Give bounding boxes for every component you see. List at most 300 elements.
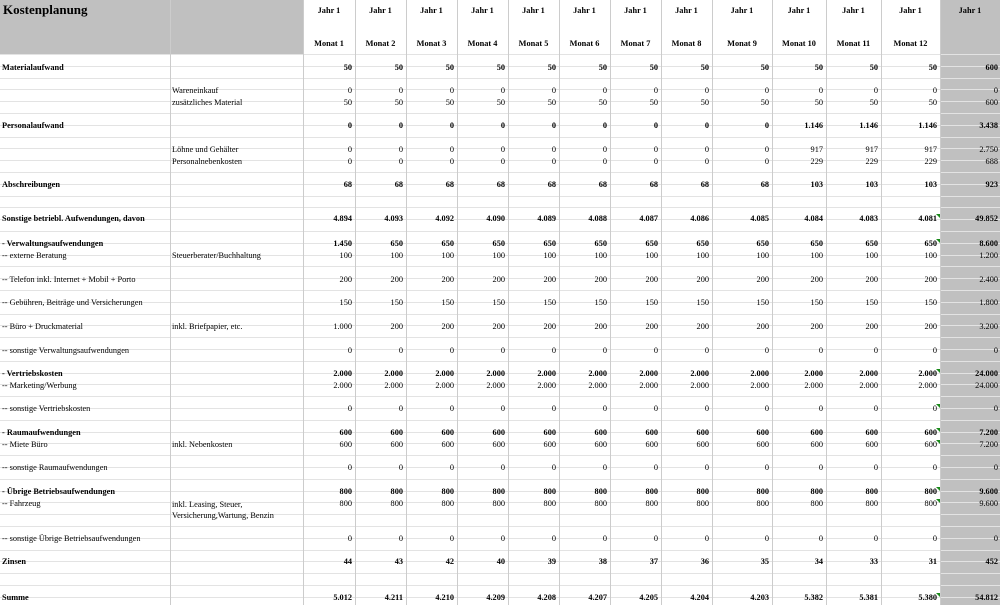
row-note[interactable] <box>172 404 302 416</box>
value-cell[interactable]: 4.203 <box>750 593 769 602</box>
value-cell[interactable]: 600 <box>865 440 878 449</box>
value-cell[interactable]: 4.088 <box>588 214 607 223</box>
total-cell[interactable]: 3.200 <box>979 322 998 331</box>
value-cell[interactable]: 2.000 <box>486 381 505 390</box>
value-cell[interactable]: 200 <box>390 322 403 331</box>
row-label[interactable]: -- Miete Büro <box>2 440 48 449</box>
value-cell[interactable]: 0 <box>653 346 658 355</box>
value-cell[interactable]: 0 <box>932 463 937 472</box>
value-cell[interactable]: 800 <box>645 499 658 508</box>
value-cell[interactable]: 50 <box>649 63 658 72</box>
total-cell[interactable]: 0 <box>993 346 998 355</box>
value-cell[interactable]: 2.000 <box>639 381 658 390</box>
value-cell[interactable]: 100 <box>645 251 658 260</box>
value-cell[interactable]: 917 <box>810 145 823 154</box>
value-cell[interactable]: 39 <box>547 557 556 566</box>
value-cell[interactable]: 0 <box>347 86 352 95</box>
value-cell[interactable]: 1.450 <box>333 239 352 248</box>
value-cell[interactable]: 34 <box>814 557 823 566</box>
row-note[interactable] <box>172 487 302 499</box>
total-cell[interactable]: 600 <box>985 98 998 107</box>
value-cell[interactable]: 50 <box>814 63 823 72</box>
value-cell[interactable]: 600 <box>810 440 823 449</box>
row-label[interactable]: -- Büro + Druckmaterial <box>2 322 83 331</box>
value-cell[interactable]: 0 <box>818 404 823 413</box>
value-cell[interactable]: 200 <box>390 275 403 284</box>
value-cell[interactable]: 4.081 <box>918 214 937 223</box>
value-cell[interactable]: 0 <box>602 404 607 413</box>
row-note[interactable]: Löhne und Gehälter <box>172 145 239 154</box>
value-cell[interactable]: 0 <box>653 145 658 154</box>
value-cell[interactable]: 2.000 <box>588 381 607 390</box>
value-cell[interactable]: 800 <box>810 499 823 508</box>
row-label[interactable]: -- Fahrzeug <box>2 499 41 508</box>
value-cell[interactable]: 800 <box>390 499 403 508</box>
row-label[interactable]: Materialaufwand <box>2 63 64 72</box>
value-cell[interactable]: 0 <box>398 145 403 154</box>
value-cell[interactable]: 50 <box>869 98 878 107</box>
row-note[interactable] <box>172 298 302 310</box>
value-cell[interactable]: 200 <box>924 322 937 331</box>
value-cell[interactable]: 50 <box>496 63 505 72</box>
value-cell[interactable]: 50 <box>649 98 658 107</box>
value-cell[interactable]: 50 <box>700 63 709 72</box>
value-cell[interactable]: 4.089 <box>537 214 556 223</box>
value-cell[interactable]: 50 <box>598 63 607 72</box>
row-note[interactable] <box>172 428 302 440</box>
value-cell[interactable]: 50 <box>869 63 878 72</box>
value-cell[interactable]: 150 <box>543 298 556 307</box>
value-cell[interactable]: 0 <box>398 157 403 166</box>
value-cell[interactable]: 600 <box>390 428 403 437</box>
value-cell[interactable]: 0 <box>873 404 878 413</box>
value-cell[interactable]: 0 <box>500 145 505 154</box>
value-cell[interactable]: 31 <box>928 557 937 566</box>
value-cell[interactable]: 2.000 <box>750 381 769 390</box>
value-cell[interactable]: 100 <box>865 251 878 260</box>
row-label[interactable]: - Raumaufwendungen <box>2 428 81 437</box>
total-cell[interactable]: 0 <box>993 404 998 413</box>
value-cell[interactable]: 200 <box>696 275 709 284</box>
value-cell[interactable]: 50 <box>445 63 454 72</box>
value-cell[interactable]: 150 <box>924 298 937 307</box>
total-cell[interactable]: 1.200 <box>979 251 998 260</box>
row-label[interactable] <box>2 86 170 98</box>
total-cell[interactable]: 3.438 <box>979 121 998 130</box>
total-cell[interactable]: 8.600 <box>979 239 998 248</box>
row-note[interactable] <box>172 63 302 75</box>
value-cell[interactable]: 0 <box>500 121 505 130</box>
value-cell[interactable]: 1.146 <box>918 121 937 130</box>
value-cell[interactable]: 600 <box>756 440 769 449</box>
row-label[interactable]: - Übrige Betriebsaufwendungen <box>2 487 115 496</box>
value-cell[interactable]: 0 <box>704 534 709 543</box>
value-cell[interactable]: 200 <box>810 275 823 284</box>
value-cell[interactable]: 200 <box>645 322 658 331</box>
value-cell[interactable]: 0 <box>704 463 709 472</box>
value-cell[interactable]: 4.205 <box>639 593 658 602</box>
total-cell[interactable]: 49.852 <box>975 214 998 223</box>
value-cell[interactable]: 650 <box>594 239 607 248</box>
value-cell[interactable]: 2.000 <box>690 369 709 378</box>
value-cell[interactable]: 600 <box>645 440 658 449</box>
row-note[interactable]: zusätzliches Material <box>172 98 243 107</box>
value-cell[interactable]: 650 <box>696 239 709 248</box>
row-label[interactable]: Summe <box>2 593 29 602</box>
total-cell[interactable]: 923 <box>985 180 998 189</box>
row-note[interactable] <box>172 239 302 251</box>
value-cell[interactable]: 200 <box>696 322 709 331</box>
value-cell[interactable]: 100 <box>924 251 937 260</box>
value-cell[interactable]: 0 <box>551 346 556 355</box>
value-cell[interactable]: 0 <box>347 346 352 355</box>
value-cell[interactable]: 4.093 <box>384 214 403 223</box>
value-cell[interactable]: 600 <box>441 440 454 449</box>
total-cell[interactable]: 688 <box>985 157 998 166</box>
value-cell[interactable]: 150 <box>756 298 769 307</box>
value-cell[interactable]: 2.000 <box>384 381 403 390</box>
value-cell[interactable]: 800 <box>865 487 878 496</box>
value-cell[interactable]: 200 <box>492 275 505 284</box>
value-cell[interactable]: 4.085 <box>750 214 769 223</box>
value-cell[interactable]: 0 <box>704 157 709 166</box>
value-cell[interactable]: 4.204 <box>690 593 709 602</box>
value-cell[interactable]: 2.000 <box>486 369 505 378</box>
value-cell[interactable]: 4.894 <box>333 214 352 223</box>
value-cell[interactable]: 0 <box>449 534 454 543</box>
value-cell[interactable]: 0 <box>602 157 607 166</box>
value-cell[interactable]: 100 <box>339 251 352 260</box>
value-cell[interactable]: 33 <box>869 557 878 566</box>
row-note[interactable] <box>172 369 302 381</box>
value-cell[interactable]: 103 <box>924 180 937 189</box>
row-note[interactable] <box>172 346 302 358</box>
total-cell[interactable]: 24.000 <box>975 369 998 378</box>
value-cell[interactable]: 600 <box>543 440 556 449</box>
value-cell[interactable]: 2.000 <box>859 369 878 378</box>
value-cell[interactable]: 2.000 <box>690 381 709 390</box>
row-note[interactable]: inkl. Leasing, Steuer, Versicherung,Wartung, Benzin <box>172 500 274 520</box>
total-cell[interactable]: 7.200 <box>979 440 998 449</box>
value-cell[interactable]: 0 <box>347 463 352 472</box>
value-cell[interactable]: 0 <box>551 121 556 130</box>
value-cell[interactable]: 4.090 <box>486 214 505 223</box>
value-cell[interactable]: 0 <box>500 86 505 95</box>
value-cell[interactable]: 800 <box>756 487 769 496</box>
value-cell[interactable]: 0 <box>500 534 505 543</box>
value-cell[interactable]: 800 <box>339 487 352 496</box>
value-cell[interactable]: 0 <box>398 463 403 472</box>
value-cell[interactable]: 200 <box>339 275 352 284</box>
row-label[interactable]: Sonstige betriebl. Aufwendungen, davon <box>2 214 145 223</box>
value-cell[interactable]: 5.012 <box>333 593 352 602</box>
value-cell[interactable]: 229 <box>865 157 878 166</box>
comment-marker-icon[interactable] <box>936 428 940 432</box>
value-cell[interactable]: 68 <box>496 180 505 189</box>
value-cell[interactable]: 800 <box>492 499 505 508</box>
value-cell[interactable]: 5.381 <box>859 593 878 602</box>
value-cell[interactable]: 150 <box>645 298 658 307</box>
value-cell[interactable]: 0 <box>653 404 658 413</box>
row-label[interactable]: -- sonstige Raumaufwendungen <box>2 463 108 472</box>
comment-marker-icon[interactable] <box>936 593 940 597</box>
value-cell[interactable]: 0 <box>653 121 658 130</box>
value-cell[interactable]: 0 <box>653 157 658 166</box>
value-cell[interactable]: 600 <box>696 440 709 449</box>
value-cell[interactable]: 0 <box>764 534 769 543</box>
value-cell[interactable]: 200 <box>865 322 878 331</box>
value-cell[interactable]: 0 <box>449 346 454 355</box>
value-cell[interactable]: 600 <box>645 428 658 437</box>
value-cell[interactable]: 36 <box>700 557 709 566</box>
value-cell[interactable]: 600 <box>492 440 505 449</box>
value-cell[interactable]: 2.000 <box>537 381 556 390</box>
value-cell[interactable]: 800 <box>594 487 607 496</box>
value-cell[interactable]: 0 <box>602 145 607 154</box>
value-cell[interactable]: 4.209 <box>486 593 505 602</box>
value-cell[interactable]: 600 <box>543 428 556 437</box>
total-cell[interactable]: 0 <box>993 86 998 95</box>
value-cell[interactable]: 150 <box>696 298 709 307</box>
value-cell[interactable]: 68 <box>700 180 709 189</box>
value-cell[interactable]: 0 <box>347 121 352 130</box>
row-label[interactable]: -- sonstige Verwaltungsaufwendungen <box>2 346 130 355</box>
value-cell[interactable]: 600 <box>810 428 823 437</box>
value-cell[interactable]: 0 <box>500 463 505 472</box>
value-cell[interactable]: 200 <box>441 275 454 284</box>
row-label[interactable]: -- Gebühren, Beiträge und Versicherungen <box>2 298 143 307</box>
value-cell[interactable]: 0 <box>818 346 823 355</box>
value-cell[interactable]: 200 <box>594 275 607 284</box>
value-cell[interactable]: 2.000 <box>435 381 454 390</box>
value-cell[interactable]: 800 <box>865 499 878 508</box>
value-cell[interactable]: 800 <box>645 487 658 496</box>
row-label[interactable]: -- sonstige Vertriebskosten <box>2 404 91 413</box>
total-cell[interactable]: 0 <box>993 463 998 472</box>
value-cell[interactable]: 0 <box>449 463 454 472</box>
value-cell[interactable]: 800 <box>696 499 709 508</box>
value-cell[interactable]: 4.207 <box>588 593 607 602</box>
value-cell[interactable]: 600 <box>339 440 352 449</box>
row-note[interactable] <box>172 381 302 393</box>
value-cell[interactable]: 68 <box>760 180 769 189</box>
value-cell[interactable]: 1.000 <box>333 322 352 331</box>
value-cell[interactable]: 2.000 <box>333 381 352 390</box>
value-cell[interactable]: 200 <box>492 322 505 331</box>
value-cell[interactable]: 800 <box>390 487 403 496</box>
value-cell[interactable]: 100 <box>492 251 505 260</box>
total-cell[interactable]: 9.600 <box>979 499 998 508</box>
value-cell[interactable]: 600 <box>924 428 937 437</box>
value-cell[interactable]: 0 <box>873 346 878 355</box>
row-label[interactable]: Abschreibungen <box>2 180 60 189</box>
total-cell[interactable]: 2.400 <box>979 275 998 284</box>
value-cell[interactable]: 650 <box>865 239 878 248</box>
value-cell[interactable]: 650 <box>492 239 505 248</box>
value-cell[interactable]: 229 <box>810 157 823 166</box>
value-cell[interactable]: 0 <box>764 121 769 130</box>
value-cell[interactable]: 0 <box>873 463 878 472</box>
value-cell[interactable]: 2.000 <box>750 369 769 378</box>
value-cell[interactable]: 4.210 <box>435 593 454 602</box>
value-cell[interactable]: 50 <box>760 63 769 72</box>
value-cell[interactable]: 0 <box>398 346 403 355</box>
total-cell[interactable]: 2.750 <box>979 145 998 154</box>
total-cell[interactable]: 452 <box>985 557 998 566</box>
comment-marker-icon[interactable] <box>936 239 940 243</box>
value-cell[interactable]: 4.087 <box>639 214 658 223</box>
value-cell[interactable]: 5.382 <box>804 593 823 602</box>
value-cell[interactable]: 200 <box>645 275 658 284</box>
value-cell[interactable]: 0 <box>551 463 556 472</box>
row-note[interactable] <box>172 557 302 569</box>
value-cell[interactable]: 0 <box>398 404 403 413</box>
value-cell[interactable]: 38 <box>598 557 607 566</box>
value-cell[interactable]: 50 <box>928 63 937 72</box>
value-cell[interactable]: 0 <box>818 534 823 543</box>
value-cell[interactable]: 0 <box>764 404 769 413</box>
value-cell[interactable]: 0 <box>704 86 709 95</box>
value-cell[interactable]: 50 <box>700 98 709 107</box>
value-cell[interactable]: 0 <box>764 157 769 166</box>
value-cell[interactable]: 600 <box>441 428 454 437</box>
value-cell[interactable]: 4.083 <box>859 214 878 223</box>
value-cell[interactable]: 68 <box>394 180 403 189</box>
value-cell[interactable]: 150 <box>594 298 607 307</box>
value-cell[interactable]: 2.000 <box>333 369 352 378</box>
value-cell[interactable]: 200 <box>594 322 607 331</box>
value-cell[interactable]: 40 <box>496 557 505 566</box>
value-cell[interactable]: 0 <box>551 86 556 95</box>
value-cell[interactable]: 200 <box>810 322 823 331</box>
value-cell[interactable]: 0 <box>873 534 878 543</box>
value-cell[interactable]: 0 <box>398 86 403 95</box>
row-label[interactable]: - Vertriebskosten <box>2 369 63 378</box>
value-cell[interactable]: 600 <box>390 440 403 449</box>
value-cell[interactable]: 650 <box>441 239 454 248</box>
value-cell[interactable]: 68 <box>343 180 352 189</box>
value-cell[interactable]: 0 <box>818 86 823 95</box>
value-cell[interactable]: 200 <box>543 322 556 331</box>
value-cell[interactable]: 0 <box>653 463 658 472</box>
value-cell[interactable]: 4.084 <box>804 214 823 223</box>
row-note[interactable]: Personalnebenkosten <box>172 157 243 166</box>
value-cell[interactable]: 68 <box>445 180 454 189</box>
value-cell[interactable]: 650 <box>543 239 556 248</box>
value-cell[interactable]: 800 <box>924 499 937 508</box>
value-cell[interactable]: 103 <box>810 180 823 189</box>
row-note[interactable] <box>172 463 302 475</box>
row-note[interactable] <box>172 593 302 605</box>
value-cell[interactable]: 2.000 <box>918 369 937 378</box>
value-cell[interactable]: 600 <box>756 428 769 437</box>
value-cell[interactable]: 0 <box>551 534 556 543</box>
value-cell[interactable]: 0 <box>398 534 403 543</box>
value-cell[interactable]: 4.086 <box>690 214 709 223</box>
value-cell[interactable]: 0 <box>551 145 556 154</box>
row-note[interactable]: inkl. Nebenkosten <box>172 440 233 449</box>
value-cell[interactable]: 0 <box>500 346 505 355</box>
value-cell[interactable]: 2.000 <box>537 369 556 378</box>
value-cell[interactable]: 200 <box>441 322 454 331</box>
value-cell[interactable]: 229 <box>924 157 937 166</box>
row-label[interactable]: -- Marketing/Werbung <box>2 381 77 390</box>
value-cell[interactable]: 800 <box>339 499 352 508</box>
value-cell[interactable]: 0 <box>551 157 556 166</box>
total-cell[interactable]: 7.200 <box>979 428 998 437</box>
value-cell[interactable]: 650 <box>756 239 769 248</box>
value-cell[interactable]: 0 <box>347 404 352 413</box>
row-label[interactable]: - Verwaltungsaufwendungen <box>2 239 104 248</box>
value-cell[interactable]: 100 <box>696 251 709 260</box>
total-cell[interactable]: 1.800 <box>979 298 998 307</box>
value-cell[interactable]: 650 <box>645 239 658 248</box>
total-cell[interactable]: 0 <box>993 534 998 543</box>
value-cell[interactable]: 0 <box>873 86 878 95</box>
value-cell[interactable]: 0 <box>653 534 658 543</box>
value-cell[interactable]: 917 <box>924 145 937 154</box>
value-cell[interactable]: 50 <box>496 98 505 107</box>
value-cell[interactable]: 600 <box>339 428 352 437</box>
value-cell[interactable]: 0 <box>704 121 709 130</box>
value-cell[interactable]: 0 <box>602 121 607 130</box>
value-cell[interactable]: 43 <box>394 557 403 566</box>
value-cell[interactable]: 0 <box>347 157 352 166</box>
value-cell[interactable]: 2.000 <box>384 369 403 378</box>
value-cell[interactable]: 1.146 <box>804 121 823 130</box>
value-cell[interactable]: 0 <box>764 86 769 95</box>
comment-marker-icon[interactable] <box>936 214 940 218</box>
value-cell[interactable]: 150 <box>810 298 823 307</box>
value-cell[interactable]: 0 <box>932 534 937 543</box>
value-cell[interactable]: 50 <box>598 98 607 107</box>
value-cell[interactable]: 68 <box>598 180 607 189</box>
value-cell[interactable]: 0 <box>704 346 709 355</box>
value-cell[interactable]: 650 <box>924 239 937 248</box>
total-cell[interactable]: 9.600 <box>979 487 998 496</box>
value-cell[interactable]: 200 <box>924 275 937 284</box>
value-cell[interactable]: 800 <box>696 487 709 496</box>
value-cell[interactable]: 50 <box>394 63 403 72</box>
value-cell[interactable]: 0 <box>602 534 607 543</box>
value-cell[interactable]: 0 <box>347 145 352 154</box>
value-cell[interactable]: 50 <box>814 98 823 107</box>
value-cell[interactable]: 103 <box>865 180 878 189</box>
value-cell[interactable]: 0 <box>602 346 607 355</box>
value-cell[interactable]: 2.000 <box>588 369 607 378</box>
value-cell[interactable]: 42 <box>445 557 454 566</box>
value-cell[interactable]: 0 <box>602 86 607 95</box>
value-cell[interactable]: 50 <box>394 98 403 107</box>
value-cell[interactable]: 2.000 <box>804 369 823 378</box>
row-note[interactable] <box>172 214 302 226</box>
comment-marker-icon[interactable] <box>936 369 940 373</box>
value-cell[interactable]: 0 <box>704 404 709 413</box>
value-cell[interactable]: 600 <box>924 440 937 449</box>
value-cell[interactable]: 50 <box>547 63 556 72</box>
value-cell[interactable]: 0 <box>704 145 709 154</box>
row-label[interactable] <box>2 157 170 169</box>
value-cell[interactable]: 50 <box>928 98 937 107</box>
row-label[interactable] <box>2 145 170 157</box>
value-cell[interactable]: 0 <box>500 157 505 166</box>
value-cell[interactable]: 4.208 <box>537 593 556 602</box>
value-cell[interactable]: 600 <box>492 428 505 437</box>
value-cell[interactable]: 0 <box>449 157 454 166</box>
value-cell[interactable]: 50 <box>760 98 769 107</box>
total-cell[interactable]: 24.000 <box>975 381 998 390</box>
value-cell[interactable]: 0 <box>932 404 937 413</box>
